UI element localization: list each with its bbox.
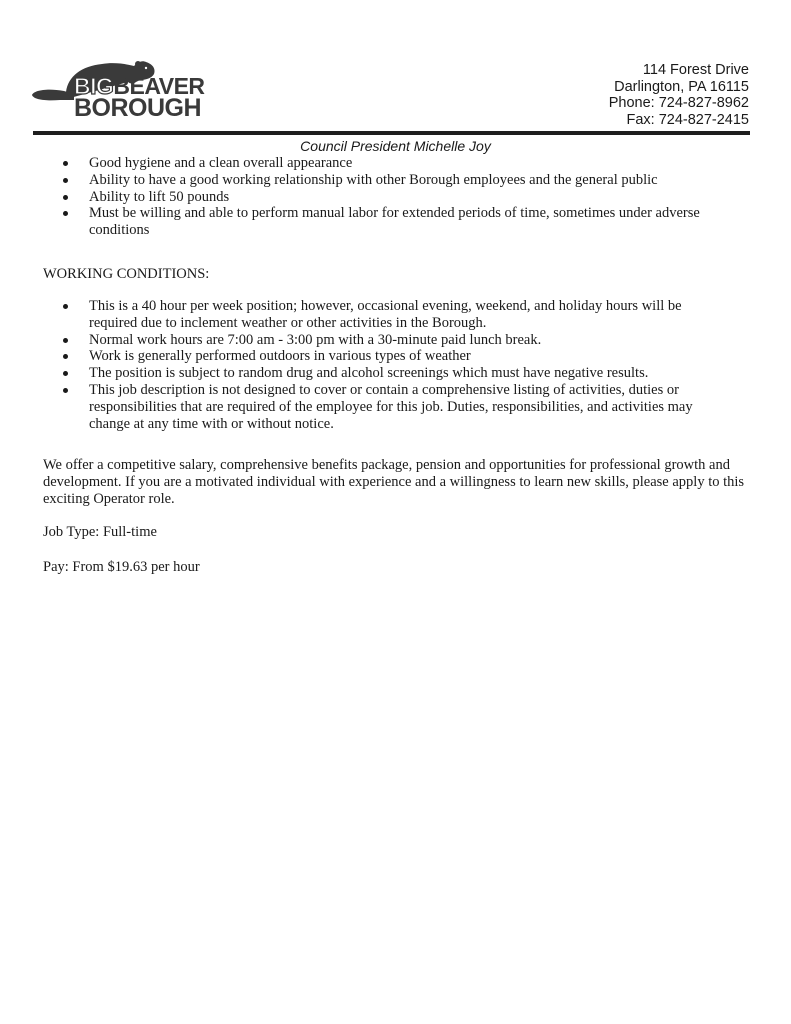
address-street: 114 Forest Drive xyxy=(642,62,749,78)
list-item xyxy=(53,298,753,332)
list-item xyxy=(53,155,753,172)
logo-text-big: BIG xyxy=(74,73,114,99)
council-president: Council President Michelle Joy xyxy=(300,138,491,154)
list-item-text: The position is subject to random drug and alcohol screenings which must have negative results. xyxy=(89,365,649,382)
list-item xyxy=(53,189,753,206)
list-item-text: Ability to lift 50 pounds xyxy=(89,188,230,205)
logo-text-beaver: BEAVER xyxy=(113,73,205,99)
list-item xyxy=(53,382,753,432)
working-conditions-list xyxy=(53,298,753,432)
bullet-icon xyxy=(63,338,68,343)
list-item xyxy=(53,348,753,365)
list-item-text: This job description is not designed to cover or contain a comprehensive listing of activities, duties or responsibilities that are required of the employee for this job. Duties, responsibilities, and activities may change at any time with or without notice. xyxy=(89,381,693,432)
address-city: Darlington, PA 16115 xyxy=(614,78,749,95)
borough-logo xyxy=(30,58,230,128)
list-item-text: Normal work hours are 7:00 am - 3:00 pm with a 30-minute paid lunch break. xyxy=(89,331,542,348)
list-item xyxy=(53,332,753,349)
header-divider xyxy=(33,131,750,135)
address-phone: Phone: 724-827-8962 xyxy=(608,95,749,111)
list-item-text: Ability to have a good working relationship with other Borough employees and the general public xyxy=(89,171,658,188)
requirements-list xyxy=(53,155,753,239)
bullet-icon xyxy=(63,211,68,216)
list-item-text: Must be willing and able to perform manual labor for extended periods of time, sometimes under adverse conditions xyxy=(89,205,700,239)
bullet-icon xyxy=(63,304,68,309)
bullet-icon xyxy=(63,388,68,393)
bullet-icon xyxy=(63,178,68,183)
job-type: Job Type: Full-time xyxy=(43,524,157,540)
bullet-icon xyxy=(63,371,68,376)
list-item xyxy=(53,205,753,239)
list-item xyxy=(53,172,753,189)
logo-text-borough: BOROUGH xyxy=(74,94,202,122)
address-fax: Fax: 724-827-2415 xyxy=(626,111,749,128)
list-item-text: This is a 40 hour per week position; however, occasional evening, weekend, and holiday hours will be required due to inclement weather or other activities in the Borough. xyxy=(89,298,682,331)
pay-rate: Pay: From $19.63 per hour xyxy=(43,559,200,575)
bullet-icon xyxy=(63,195,68,200)
offer-paragraph: We offer a competitive salary, comprehensive benefits package, pension and opportunities for professional growth and development. If you are a motivated individual with experience and a willingness to learn new skills, please apply to this exciting Operator role. xyxy=(43,457,745,507)
list-item-text: Good hygiene and a clean overall appearance xyxy=(89,155,353,171)
address-block xyxy=(609,62,749,128)
bullet-icon xyxy=(63,354,68,359)
bullet-icon xyxy=(63,161,68,166)
working-conditions-heading: WORKING CONDITIONS: xyxy=(43,266,210,282)
list-item xyxy=(53,365,753,382)
list-item-text: Work is generally performed outdoors in various types of weather xyxy=(89,348,471,365)
